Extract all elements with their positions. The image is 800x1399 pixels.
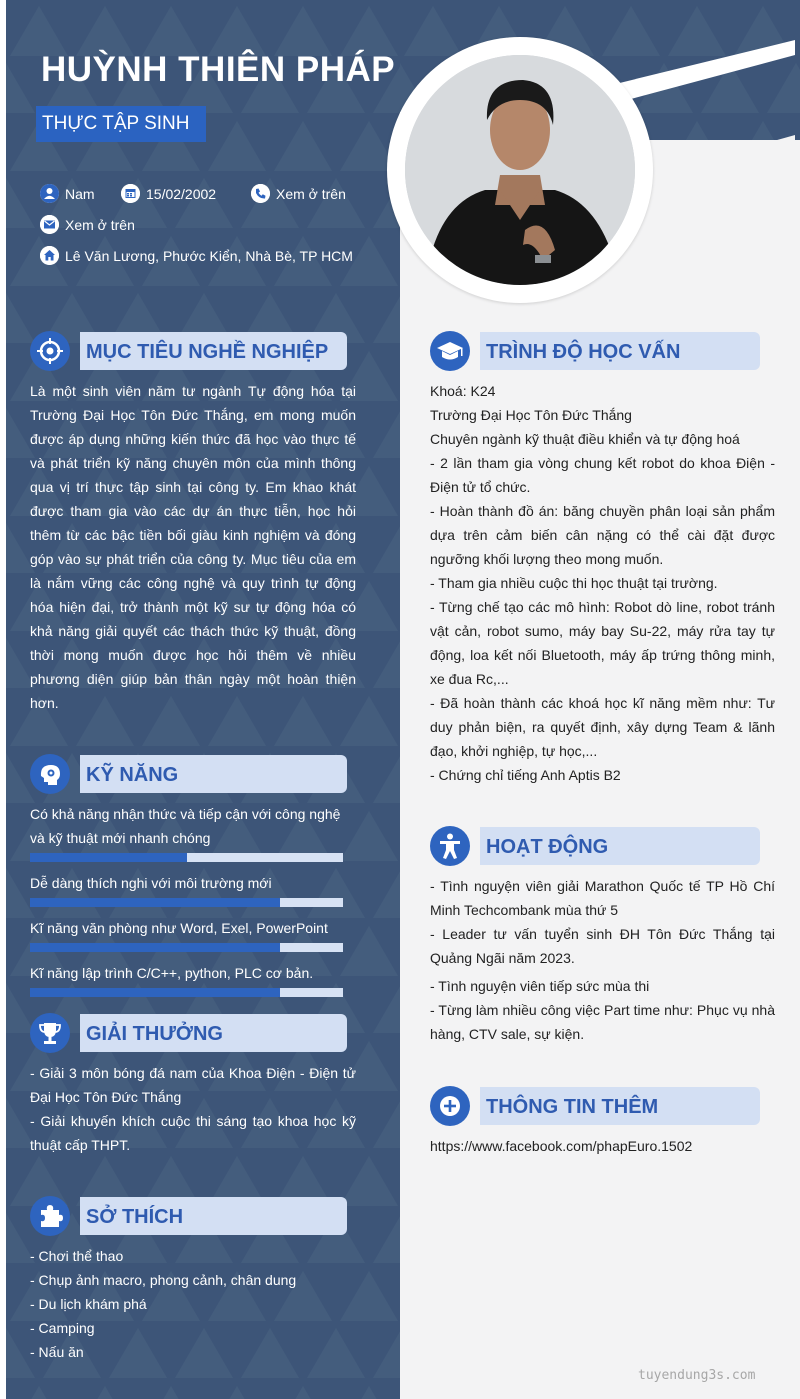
education-line: - Từng chế tạo các mô hình: Robot dò line, robot tránh vật cản, robot sumo, máy bay Su-22, máy rửa tay tự động, loa kết nối Bluetooth, máy ấp trứng thông minh, xe đua Rc,... (430, 599, 775, 687)
candidate-name: HUỲNH THIÊN PHÁP (41, 50, 396, 89)
user-icon (40, 184, 59, 203)
hobby-item: - Chụp ảnh macro, phong cảnh, chân dung (30, 1272, 297, 1288)
awards-heading: GIẢI THƯỞNG (80, 1014, 347, 1052)
activity-item: - Tình nguyện viên giải Marathon Quốc tế TP Hồ Chí Minh Techcombank mùa thứ 5 (430, 878, 775, 918)
skills-heading: KỸ NĂNG (80, 755, 347, 793)
skill-level-bar (30, 943, 343, 952)
phone-info: Xem ở trên (251, 184, 346, 203)
skill-label: Kĩ năng lập trình C/C++, python, PLC cơ bản. (30, 965, 314, 981)
education-line: - Đã hoàn thành các khoá học kĩ năng mềm như: Tư duy phản biện, ra quyết định, xây dựng Team & lãnh đạo, khởi nghiệp, tự học,... (430, 695, 775, 759)
trophy-icon (30, 1013, 70, 1053)
hobby-item: - Nấu ăn (30, 1344, 84, 1360)
objective-heading: MỤC TIÊU NGHỀ NGHIỆP (80, 332, 347, 370)
watermark: tuyendung3s.com (638, 1368, 756, 1383)
skill-level-fill (30, 898, 280, 907)
hobby-item: - Camping (30, 1320, 95, 1336)
activities-list (430, 874, 775, 1046)
education-line: Khoá: K24 (430, 383, 496, 399)
award-item: - Giải khuyến khích cuộc thi sáng tạo khoa học kỹ thuật cấp THPT. (30, 1113, 356, 1153)
email-info: Xem ở trên (40, 215, 135, 234)
skill-label: Dễ dàng thích nghi với môi trường mới (30, 875, 272, 891)
awards-list (30, 1061, 356, 1157)
hobbies-list (30, 1244, 356, 1364)
activity-item: - Tình nguyện viên tiếp sức mùa thi (430, 978, 650, 994)
hobby-item: - Du lịch khám phá (30, 1296, 147, 1312)
education-details (430, 379, 775, 787)
gender-info: Nam (40, 184, 95, 203)
education-line: - Chứng chỉ tiếng Anh Aptis B2 (430, 767, 621, 783)
skill-label: Có khả năng nhận thức và tiếp cận với công nghệ và kỹ thuật mới nhanh chóng (30, 806, 341, 846)
skill-level-fill (30, 853, 187, 862)
award-item: - Giải 3 môn bóng đá nam của Khoa Điện - Điện tử Đại Học Tôn Đức Thắng (30, 1065, 356, 1105)
email-icon (40, 215, 59, 234)
birthdate-info: 15/02/2002 (121, 184, 216, 203)
education-line: - Tham gia nhiều cuộc thi học thuật tại trường. (430, 575, 718, 591)
education-line: Chuyên ngành kỹ thuật điều khiển và tự động hoá (430, 431, 740, 447)
education-line: Trường Đại Học Tôn Đức Thắng (430, 407, 632, 423)
facebook-link[interactable]: https://www.facebook.com/phapEuro.1502 (430, 1138, 693, 1154)
activity-item: - Leader tư vấn tuyển sinh ĐH Tôn Đức Thắng tại Quảng Ngãi năm 2023. (430, 926, 775, 966)
graduation-cap-icon (430, 331, 470, 371)
objective-text: Là một sinh viên năm tư ngành Tự động hóa tại Trường Đại Học Tôn Đức Thắng, em mong muốn được áp dụng những kiến thức đã học vào thực tế và phát triển kỹ năng chuyên môn của mình thông qua vị trí thực tập sinh tại công ty. Em khao khát được tham gia vào các dự án thực tiễn, học hỏi thêm từ các bậc tiền bối giàu kinh nghiệm và đóng góp vào sự phát triển của công ty. Mục tiêu của em là nắm vững các công nghệ và quy trình tự động hóa hiện đại, trở thành một kỹ sư tự động hóa có khả năng giải quyết các thách thức kỹ thuật, đồng thời mong muốn được học hỏi thêm về nhiều phương diện giúp bản thân ngày một hoàn thiện hơn. (30, 383, 356, 711)
hobbies-heading: SỞ THÍCH (80, 1197, 347, 1235)
education-line: - Hoàn thành đồ án: băng chuyền phân loại sản phẩm dựa trên cảm biến cân nặng có thể cài đặt được ngưỡng khối lượng theo mong muốn. (430, 503, 775, 567)
skill-level-bar (30, 853, 343, 862)
skill-label: Kĩ năng văn phòng như Word, Exel, PowerPoint (30, 920, 328, 936)
job-title-badge: THỰC TẬP SINH (36, 106, 206, 142)
extra-info-heading: THÔNG TIN THÊM (480, 1087, 760, 1125)
skill-level-fill (30, 988, 280, 997)
phone-icon (251, 184, 270, 203)
education-heading: TRÌNH ĐỘ HỌC VẤN (480, 332, 760, 370)
skill-level-fill (30, 943, 280, 952)
activity-item: - Từng làm nhiều công việc Part time như: Phục vụ nhà hàng, CTV sale, sự kiện. (430, 1002, 775, 1042)
calendar-icon (121, 184, 140, 203)
plus-icon (430, 1086, 470, 1126)
brain-icon (30, 754, 70, 794)
education-line: - 2 lần tham gia vòng chung kết robot do khoa Điện - Điện tử tổ chức. (430, 455, 775, 495)
target-icon (30, 331, 70, 371)
profile-photo (405, 55, 635, 285)
puzzle-icon (30, 1196, 70, 1236)
skill-level-bar (30, 988, 343, 997)
address-info: Lê Văn Lương, Phước Kiển, Nhà Bè, TP HCM (40, 246, 353, 265)
skill-level-bar (30, 898, 343, 907)
home-icon (40, 246, 59, 265)
activities-heading: HOẠT ĐỘNG (480, 827, 760, 865)
hobby-item: - Chơi thể thao (30, 1248, 124, 1264)
person-activity-icon (430, 826, 470, 866)
